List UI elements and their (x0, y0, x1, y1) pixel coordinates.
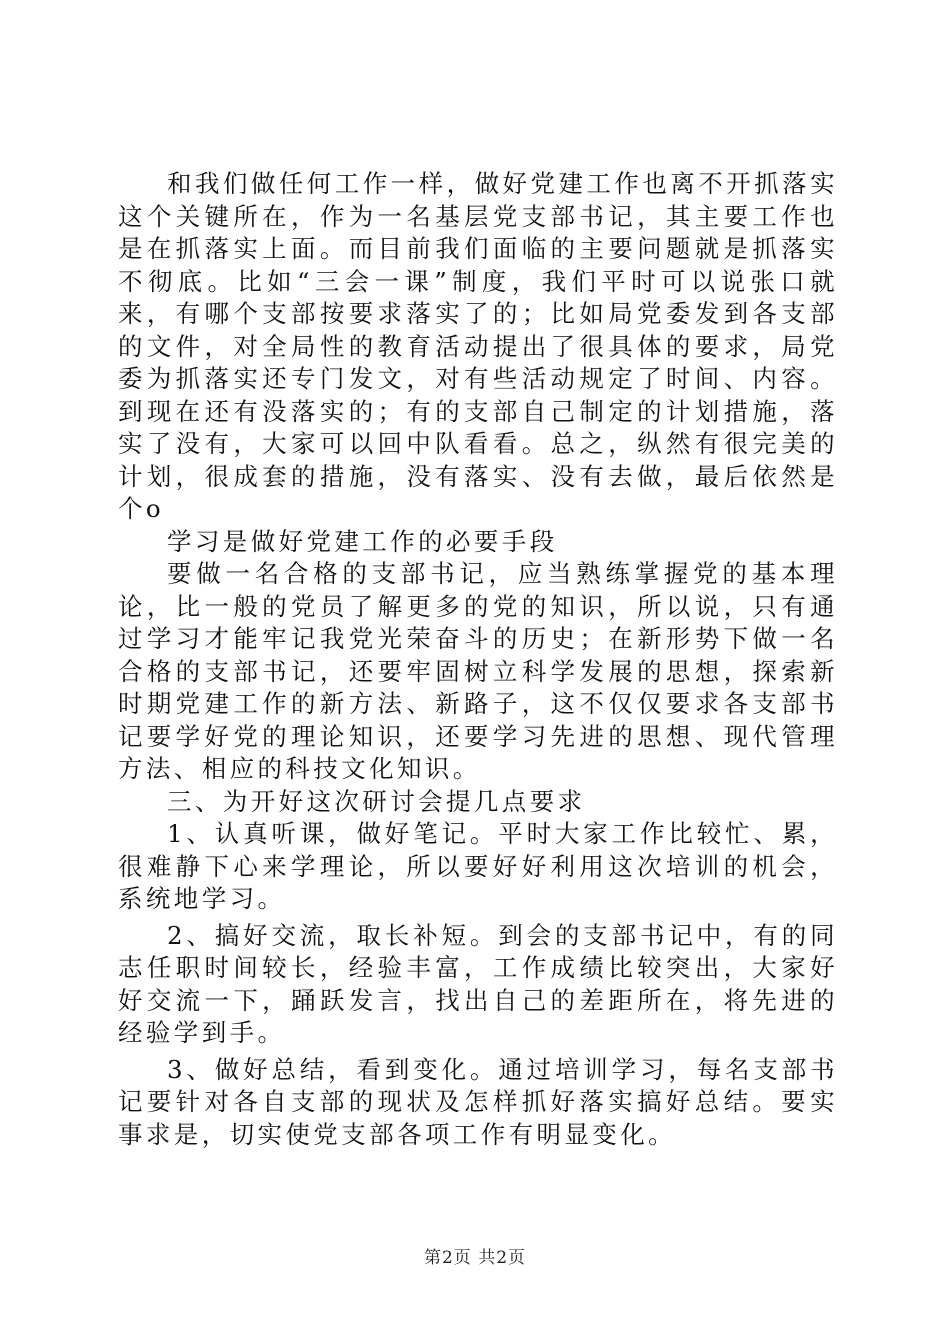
paragraph-requirement-2: 2、搞好交流，取长补短。到会的支部书记中，有的同志任职时间较长，经验丰富，工作成绩比较突出，大家好好交流一下，踊跃发言，找出自己的差距所在，将先进的经验学到手。 (118, 920, 838, 1047)
paragraph-requirement-1: 1、认真听课，做好笔记。平时大家工作比较忙、累，很难静下心来学理论，所以要好好利用这次培训的机会，系统地学习。 (118, 819, 838, 913)
paragraph-requirement-3: 3、做好总结，看到变化。通过培训学习，每名支部书记要针对各自支部的现状及怎样抓好落实搞好总结。要实事求是，切实使党支部各项工作有明显变化。 (118, 1054, 838, 1149)
document-body (118, 168, 838, 1151)
paragraph-study: 要做一名合格的支部书记，应当熟练掌握党的基本理论，比一般的党员了解更多的党的知识，所以说，只有通过学习才能牢记我党光荣奋斗的历史；在新形势下做一名合格的支部书记，还要牢固树立科学发展的思想，探索新时期党建工作的新方法、新路子，这不仅仅要求各支部书记要学好党的理论知识，还要学习先进的思想、现代管理方法、相应的科技文化知识。 (118, 559, 838, 783)
page-number-footer: 第2页 共2页 (423, 1248, 527, 1268)
paragraph-implementation: 和我们做任何工作一样，做好党建工作也离不开抓落实这个关键所在，作为一名基层党支部书记，其主要工作也是在抓落实上面。而目前我们面临的主要问题就是抓落实不彻底。比如“三会一课”制度，我们平时可以说张口就来，有哪个支部按要求落实了的；比如局党委发到各支部的文件，对全局性的教育活动提出了很具体的要求，局党委为抓落实还专门发文，对有些活动规定了时间、内容。到现在还有没落实的；有的支部自己制定的计划措施，落实了没有，大家可以回中队看看。总之，纵然有很完美的计划，很成套的措施，没有落实、没有去做，最后依然是个o (118, 169, 838, 523)
heading-requirements: 三、为开好这次研讨会提几点要求 (167, 786, 586, 816)
heading-study: 学习是做好党建工作的必要手段 (167, 526, 558, 556)
